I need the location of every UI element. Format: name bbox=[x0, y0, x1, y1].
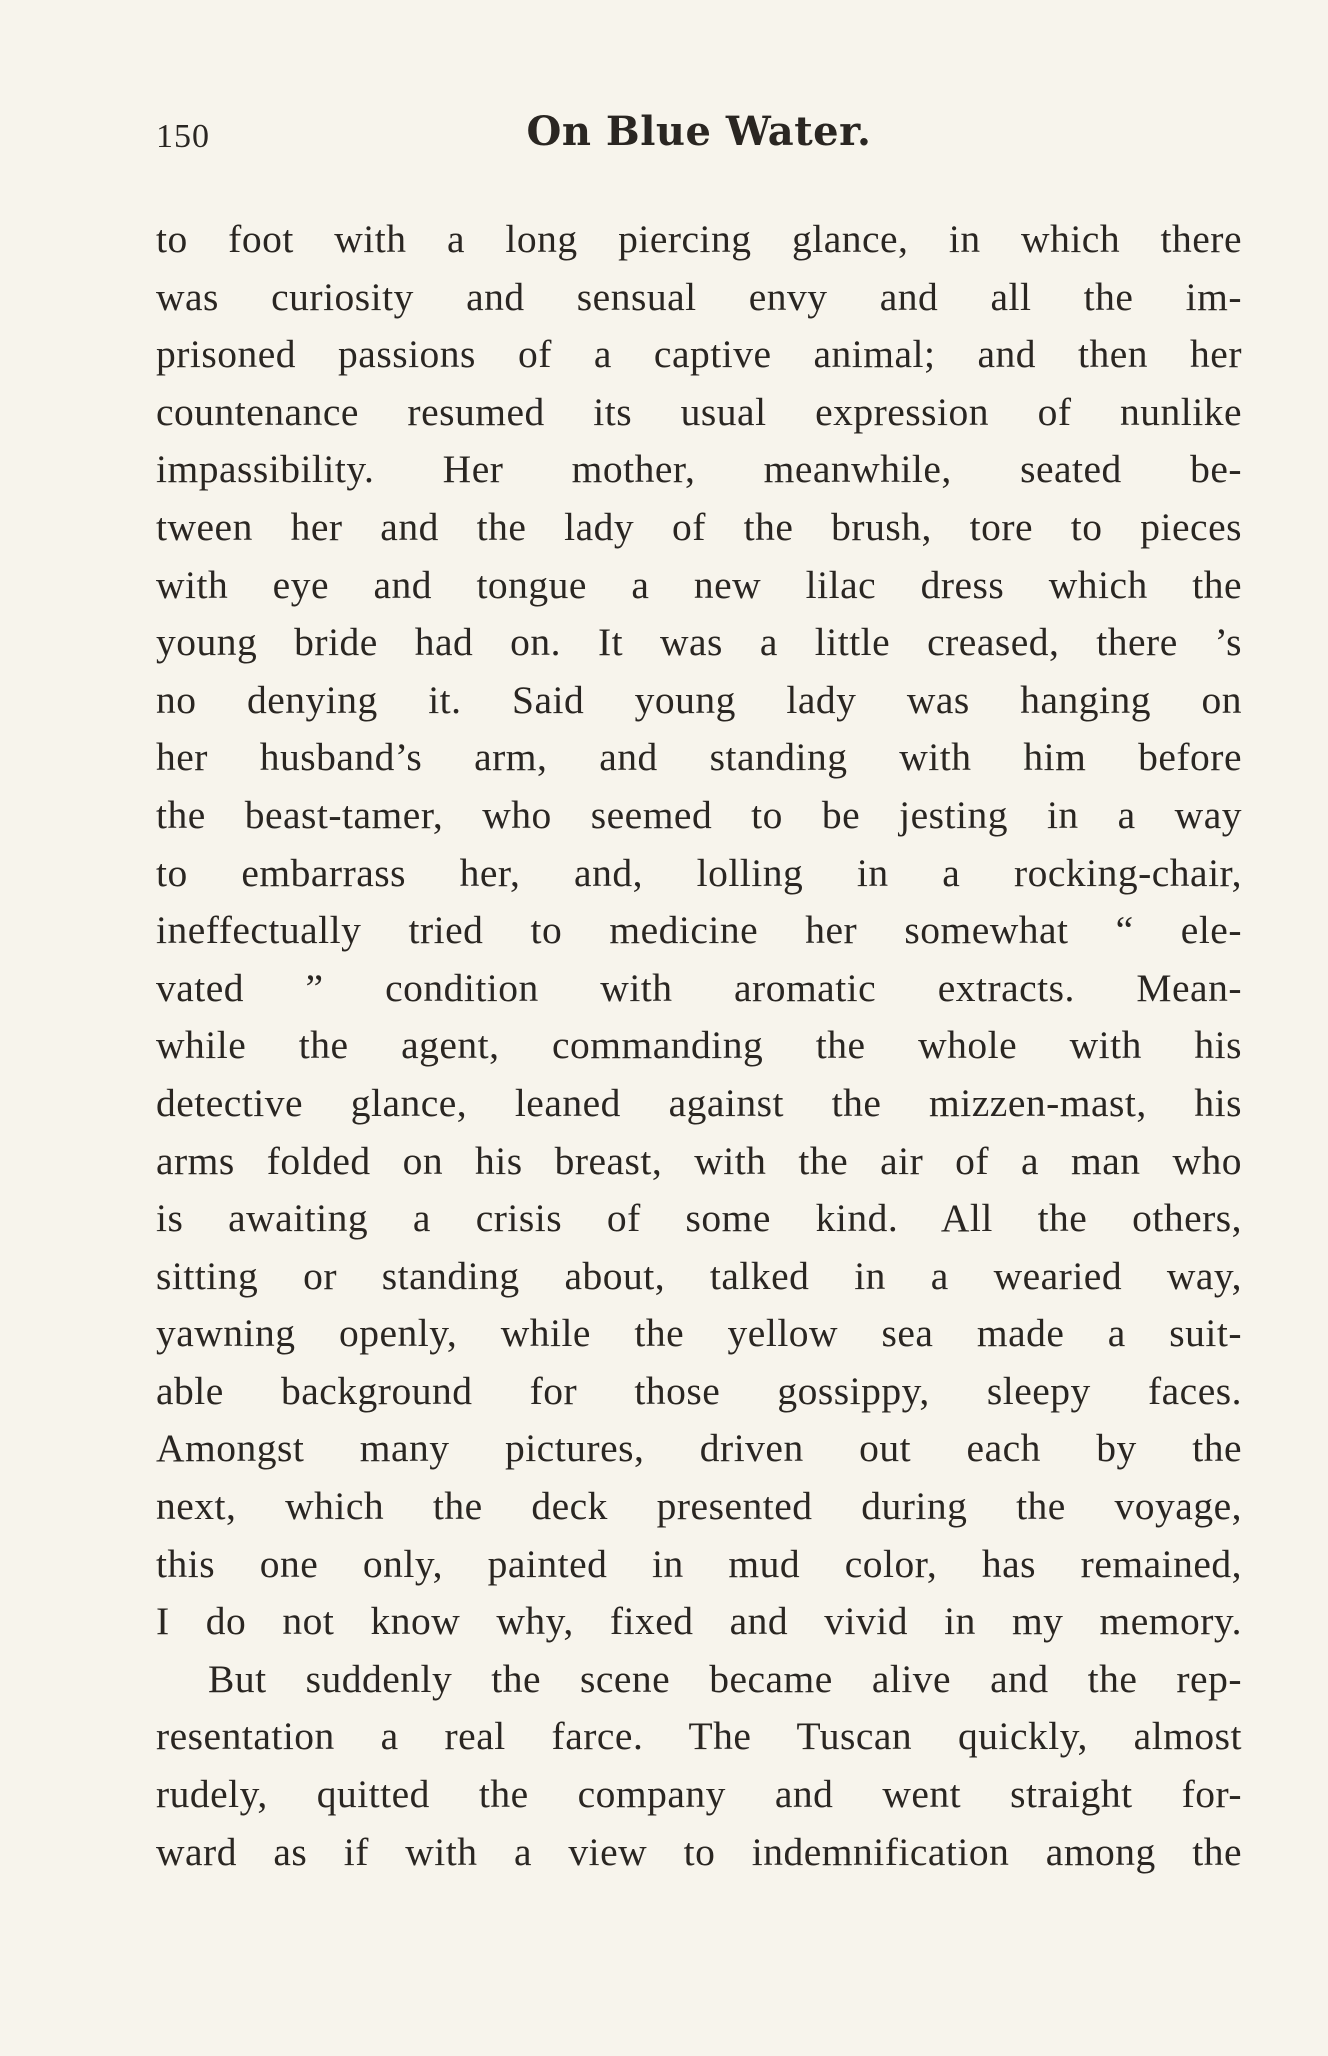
text-line: I do not know why, fixed and vivid in my memory. bbox=[156, 1599, 1242, 1644]
text-line: with eye and tongue a new lilac dress which the bbox=[156, 562, 1242, 607]
text-line: tween her and the lady of the brush, tore to pieces bbox=[156, 504, 1242, 549]
running-title: On Blue Water. bbox=[526, 108, 872, 155]
text-line: was curiosity and sensual envy and all the im- bbox=[156, 274, 1242, 319]
text-line: next, which the deck presented during the voyage, bbox=[156, 1484, 1242, 1529]
text-line: to embarrass her, and, lolling in a rocking-chair, bbox=[156, 850, 1242, 895]
text-line: able background for those gossippy, sleepy faces. bbox=[156, 1368, 1242, 1413]
text-line: ineffectually tried to medicine her somewhat “ ele- bbox=[156, 908, 1242, 953]
text-line: the beast-tamer, who seemed to be jesting in a way bbox=[156, 792, 1242, 837]
running-head bbox=[156, 108, 1242, 168]
text-line: no denying it. Said young lady was hanging on bbox=[156, 677, 1242, 722]
page-number: 150 bbox=[156, 118, 210, 155]
text-line: to foot with a long piercing glance, in which there bbox=[156, 217, 1242, 261]
text-line: vated ” condition with aromatic extracts. Mean- bbox=[156, 965, 1242, 1010]
body-text bbox=[156, 211, 1242, 1881]
text-line: young bride had on. It was a little creased, there ’s bbox=[156, 620, 1242, 665]
text-line: arms folded on his breast, with the air of a man who bbox=[156, 1138, 1242, 1183]
text-line: detective glance, leaned against the mizzen-mast, his bbox=[156, 1080, 1242, 1125]
text-line: this one only, painted in mud color, has remained, bbox=[156, 1541, 1242, 1586]
text-line: yawning openly, while the yellow sea made a suit- bbox=[156, 1311, 1242, 1356]
text-line: sitting or standing about, talked in a wearied way, bbox=[156, 1253, 1242, 1298]
text-line: ward as if with a view to indemnification among the bbox=[156, 1829, 1242, 1874]
text-line: her husband’s arm, and standing with him before bbox=[156, 735, 1242, 780]
text-line: is awaiting a crisis of some kind. All the others, bbox=[156, 1196, 1242, 1241]
paragraph-first-line: But suddenly the scene became alive and the rep- bbox=[208, 1656, 1242, 1701]
text-line: prisoned passions of a captive animal; and then her bbox=[156, 332, 1242, 377]
text-line: rudely, quitted the company and went straight for- bbox=[156, 1772, 1242, 1817]
text-line: resentation a real farce. The Tuscan quickly, almost bbox=[156, 1714, 1242, 1759]
text-line: impassibility. Her mother, meanwhile, seated be- bbox=[156, 447, 1242, 492]
text-line: countenance resumed its usual expression of nunlike bbox=[156, 389, 1242, 434]
text-line: Amongst many pictures, driven out each by the bbox=[156, 1426, 1242, 1471]
text-line: while the agent, commanding the whole with his bbox=[156, 1023, 1242, 1068]
